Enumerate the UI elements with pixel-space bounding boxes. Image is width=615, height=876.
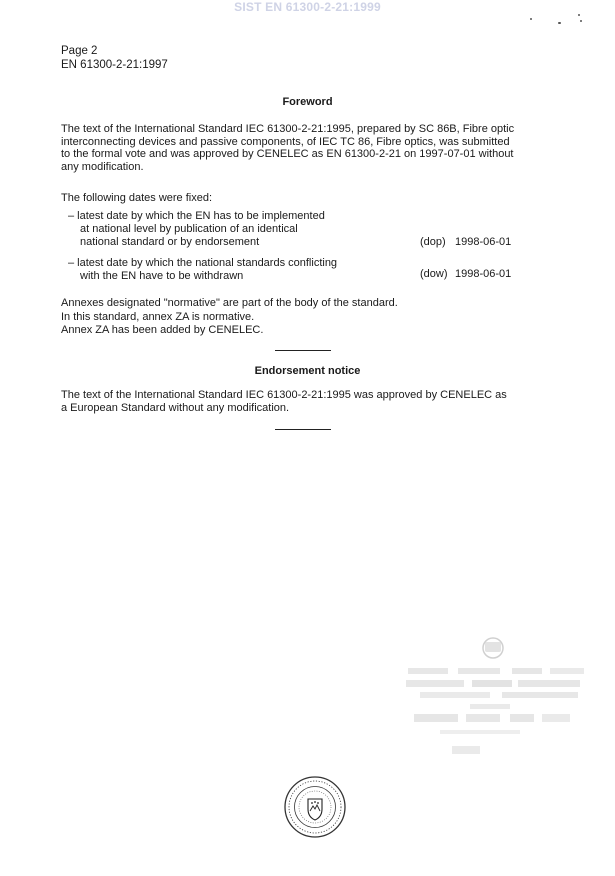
paragraph-line: interconnecting devices and passive components, of IEC TC 86, Fibre optics, was submitted — [61, 135, 510, 148]
date-code: (dop) — [420, 236, 446, 248]
foreword-heading: Foreword — [282, 96, 333, 108]
section-divider — [275, 350, 331, 351]
date-item-text — [68, 257, 398, 283]
paragraph-line: to the formal vote and was approved by CENELEC as EN 61300-2-21 on 1997-07-01 without — [61, 148, 514, 161]
endorsement-paragraph — [61, 389, 561, 414]
date-value: 1998-06-01 — [455, 268, 512, 280]
date-item-line: – latest date by which the national standards conflicting — [68, 257, 338, 269]
annex-paragraph — [61, 297, 561, 338]
endorsement-heading: Endorsement notice — [254, 365, 361, 377]
date-item-line: national standard or by endorsement — [80, 236, 260, 249]
section-divider — [275, 429, 331, 430]
date-item-line: at national level by publication of an identical — [80, 223, 298, 236]
faded-stamp-icon — [400, 630, 590, 760]
scan-specks — [520, 10, 590, 30]
date-item-dow — [68, 257, 538, 285]
paragraph-line: The text of the International Standard IEC 61300-2-21:1995 was approved by CENELEC as — [61, 389, 507, 401]
date-item-line: – latest date by which the EN has to be implemented — [68, 210, 325, 222]
watermark: SIST EN 61300-2-21:1999 — [234, 0, 381, 14]
official-seal-icon — [283, 775, 347, 839]
annex-line: In this standard, annex ZA is normative. — [61, 310, 255, 323]
paragraph-line: any modification. — [61, 160, 144, 173]
paragraph-line: a European Standard without any modification. — [61, 401, 290, 414]
foreword-paragraph — [61, 123, 561, 173]
date-item-text — [68, 210, 398, 250]
page-header — [61, 44, 168, 72]
page-label: Page 2 — [61, 45, 98, 57]
annex-line: Annexes designated "normative" are part of the body of the standard. — [61, 297, 398, 309]
date-code: (dow) — [420, 268, 448, 280]
dates-intro: The following dates were fixed: — [61, 192, 213, 204]
document-code: EN 61300-2-21:1997 — [61, 59, 168, 71]
date-item-line: with the EN have to be withdrawn — [80, 270, 244, 283]
annex-line: Annex ZA has been added by CENELEC. — [61, 324, 264, 337]
date-item-dop — [68, 210, 538, 250]
paragraph-line: The text of the International Standard IEC 61300-2-21:1995, prepared by SC 86B, Fibre optic — [61, 123, 515, 135]
date-value: 1998-06-01 — [455, 236, 512, 248]
